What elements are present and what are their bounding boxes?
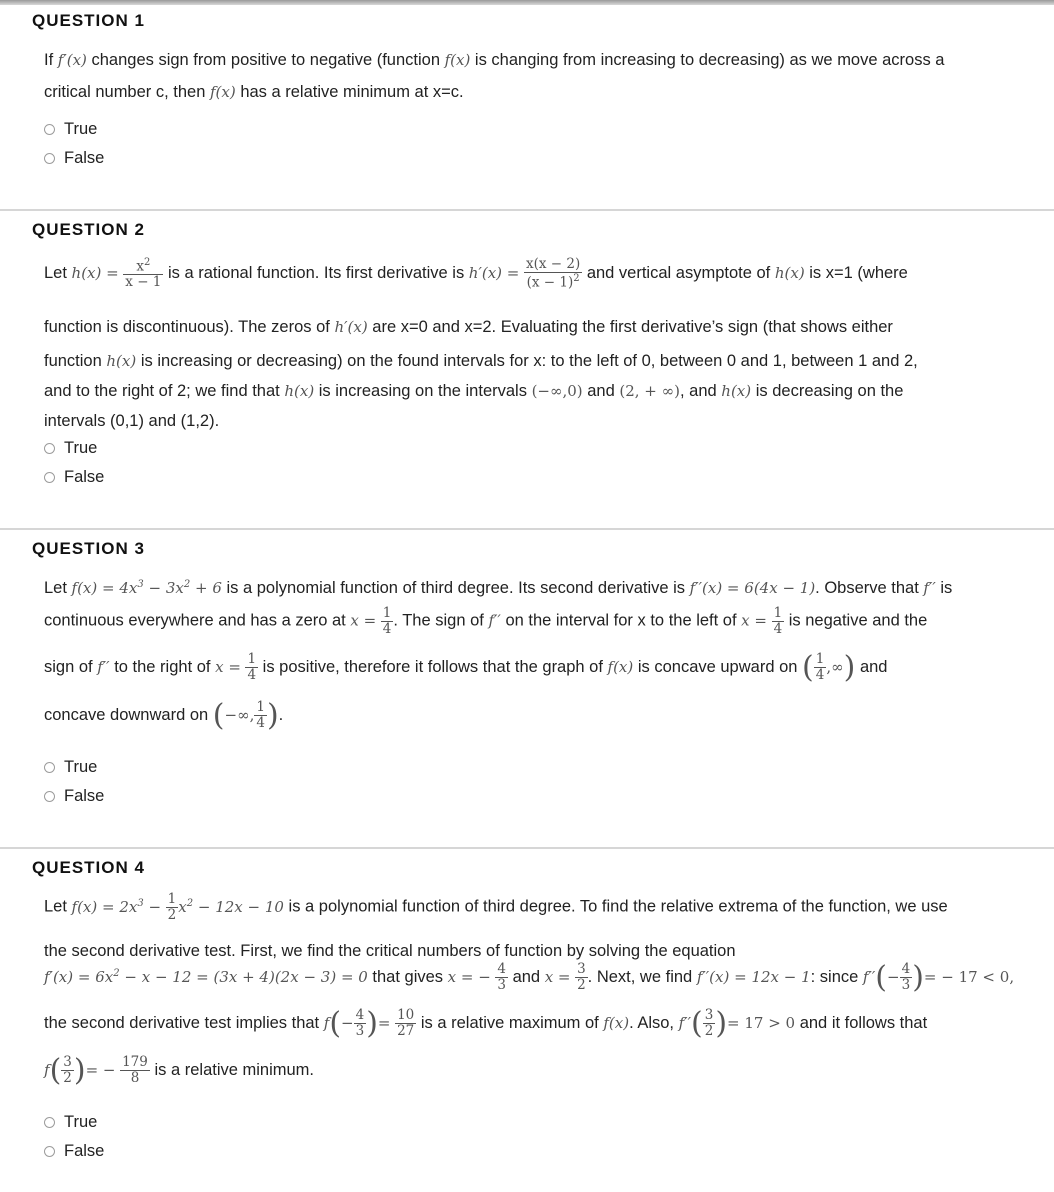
question-3-option-false[interactable]: False	[44, 787, 104, 806]
radio-button[interactable]	[44, 153, 55, 164]
radio-button[interactable]	[44, 791, 55, 802]
question-2-text-line-4: and to the right of 2; we find that h(x) is increasing on the intervals (−∞,0) and (2, + ∞), and h(x) is decreasing on the	[44, 382, 904, 400]
radio-button[interactable]	[44, 1146, 55, 1157]
question-2-text-line-5: intervals (0,1) and (1,2).	[44, 412, 220, 430]
question-2-title: QUESTION 2	[32, 220, 145, 239]
question-4-text-line-5: f( $\frac{3}{2}$ )= − $\frac{179}{8}$ is a relative minimum.	[44, 1053, 315, 1088]
question-3-title: QUESTION 3	[32, 539, 145, 558]
fraction: $\frac{4}{3}$	[497, 961, 506, 993]
question-divider	[0, 209, 1054, 211]
radio-button[interactable]	[44, 762, 55, 773]
radio-button[interactable]	[44, 472, 55, 483]
question-4-title: QUESTION 4	[32, 858, 145, 877]
fraction: $\frac{x^2}{x - 1}$	[125, 257, 162, 291]
question-1-option-true[interactable]: True	[44, 120, 97, 139]
question-1-title: QUESTION 1	[32, 11, 145, 30]
question-3-text-line-2: continuous everywhere and has a zero at x = $\frac{1}{4}$ . The sign of f′′ on the interval for x to the left of x = $\frac{1}{4}$ is negative and the	[44, 605, 928, 637]
top-border	[0, 0, 1054, 5]
fraction: $\frac{4}{3}$	[901, 961, 911, 993]
fraction: $\frac{1}{2}$	[167, 891, 177, 923]
question-3-text-line-4: concave downward on (−∞, $\frac{1}{4}$ ).	[44, 698, 284, 733]
question-2-option-true[interactable]: True	[44, 439, 97, 458]
question-3-text-line-3: sign of f′′ to the right of x = $\frac{1}{4}$ is positive, therefore it follows that the graph of f(x) is concave upward on ( $\frac{1}{4}$ ,∞) and	[44, 650, 888, 685]
question-4-option-false[interactable]: False	[44, 1142, 104, 1161]
question-2-text-line-2: function is discontinuous). The zeros of h′(x) are x=0 and x=2. Evaluating the first derivative’s sign (that shows either	[44, 318, 893, 336]
question-2-text-line-1: Let h(x) = $\frac{x^2}{x - 1}$ is a rational function. Its first derivative is h′(x) = $\frac{x(x - 2)}{(x - 1)^2}$ and vertical asymptote of h(x) is x=1 (where	[44, 256, 908, 291]
fraction: $\frac{4}{3}$	[355, 1007, 365, 1039]
radio-button[interactable]	[44, 443, 55, 454]
question-3-text-line-1: Let $f(x) = 4x^3 - 3x^2 + 6$ is a polynomial function of third degree. Its second derivative is f′′(x) = 6(4x − 1). Observe that f′′ is	[44, 579, 953, 597]
question-2-option-false[interactable]: False	[44, 468, 104, 487]
radio-button[interactable]	[44, 1117, 55, 1128]
fraction: $\frac{3}{2}$	[63, 1054, 72, 1086]
fraction: $\frac{3}{2}$	[704, 1007, 714, 1039]
fraction: $\frac{1}{4}$	[382, 605, 392, 637]
question-4-text-line-3: $f'(x) = 6x^2 - x - 12 = (3x + 4)(2x - 3) = 0$ that gives x = − $\frac{4}{3}$ and x = $\frac{3}{2}$ . Next, we find f′′(x) = 12x − 1: since f′′(− $\frac{4}{3}$ )= − 17 < 0,	[44, 960, 1015, 995]
question-divider	[0, 528, 1054, 530]
question-1-text-line-1: If f′(x) changes sign from positive to negative (function f(x) is changing from increasing to decreasing) as we move across a	[44, 51, 945, 69]
question-4-text-line-4: the second derivative test implies that f(− $\frac{4}{3}$ )= $\frac{10}{27}$ is a relative maximum of f(x). Also, f′′( $\frac{3}{2}$ )= 17 > 0 and it follows that	[44, 1006, 928, 1041]
fraction: $\frac{1}{4}$	[256, 699, 265, 731]
fraction: $\frac{1}{4}$	[773, 605, 783, 637]
question-3-option-true[interactable]: True	[44, 758, 97, 777]
fraction: $\frac{10}{27}$	[397, 1007, 415, 1039]
question-divider	[0, 847, 1054, 849]
fraction: $\frac{x(x - 2)}{(x - 1)^2}$	[525, 256, 581, 291]
question-1-option-false[interactable]: False	[44, 149, 104, 168]
question-4-option-true[interactable]: True	[44, 1113, 97, 1132]
question-1-text-line-2: critical number c, then f(x) has a relative minimum at x=c.	[44, 83, 464, 101]
fraction: $\frac{1}{4}$	[815, 651, 825, 683]
question-4-text-line-2: the second derivative test. First, we find the critical numbers of function by solving the equation	[44, 942, 736, 960]
fraction: $\frac{1}{4}$	[247, 651, 257, 683]
fraction: $\frac{179}{8}$	[122, 1054, 148, 1086]
fraction: $\frac{3}{2}$	[577, 961, 586, 993]
question-4-text-line-1: Let $f(x) = 2x^3$ − $\frac{1}{2}$ $x^2 - 12x - 10$ is a polynomial function of third degree. To find the relative extrema of the function, we use	[44, 891, 948, 923]
question-2-text-line-3: function h(x) is increasing or decreasing) on the found intervals for x: to the left of 0, between 0 and 1, between 1 and 2,	[44, 352, 918, 370]
radio-button[interactable]	[44, 124, 55, 135]
